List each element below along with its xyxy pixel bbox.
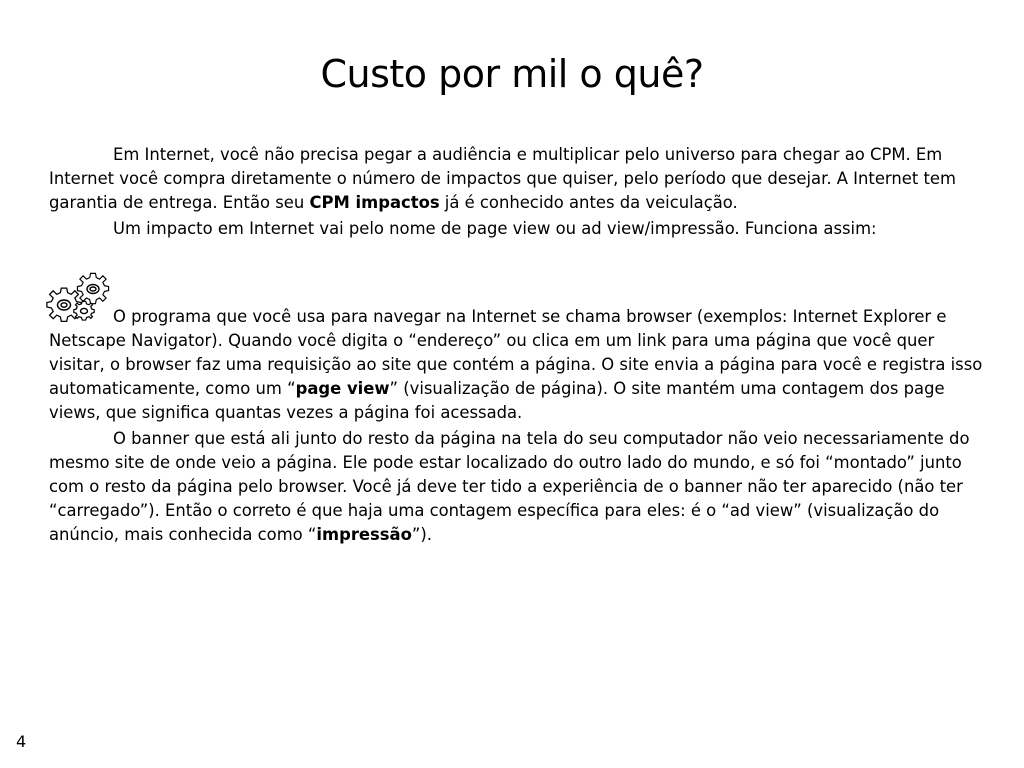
paragraph-banner-text-c: ”). xyxy=(411,525,432,544)
paragraph-cpm-text-a: Em Internet, você não precisa pegar a audiência e multiplicar pelo universo para chegar ao CPM. Em Internet você compra diretamente o número de impactos que quiser, pelo período que desejar. A Internet tem garantia de entrega. Então seu xyxy=(49,145,956,212)
page-number: 4 xyxy=(16,732,27,751)
paragraph-banner xyxy=(49,427,989,547)
browser-text-block xyxy=(49,305,989,547)
intro-text-block xyxy=(49,143,989,241)
paragraph-impacto: Um impacto em Internet vai pelo nome de page view ou ad view/impressão. Funciona assim: xyxy=(113,219,877,238)
paragraph-banner-text-a: O banner que está ali junto do resto da página na tela do seu computador não veio necessariamente do mesmo site de onde veio a página. Ele pode estar localizado do outro lado do mundo, e só foi “montado” junto com o resto da página pelo browser. Você já deve ter tido a experiência de o banner não ter aparecido (não ter “carregado”). Então o correto é que haja uma contagem específica para eles: é o “ad view” (visualização do anúncio, mais conhecida como “ xyxy=(49,429,970,544)
paragraph-page-view xyxy=(49,305,989,425)
paragraph-cpm xyxy=(49,143,989,215)
slide-title: Custo por mil o quê? xyxy=(320,52,704,96)
paragraph-page-view-bold: page view xyxy=(295,379,390,398)
paragraph-banner-bold: impressão xyxy=(316,525,412,544)
paragraph-cpm-text-c: já é conhecido antes da veiculação. xyxy=(439,193,738,212)
paragraph-page-view-text-c: ” (visualização de página). O site mantém uma contagem dos page views, que significa quantas vezes a página foi acessada. xyxy=(49,379,945,422)
paragraph-page-view-text-a: O programa que você usa para navegar na Internet se chama browser (exemplos: Internet Explorer e Netscape Navigator). Quando você digita o “endereço” ou clica em um link para uma página que você quer visitar, o browser faz uma requisição ao site que contém a página. O site envia a página para você e registra isso automaticamente, como um “ xyxy=(49,307,983,398)
paragraph-cpm-bold: CPM impactos xyxy=(309,193,440,212)
